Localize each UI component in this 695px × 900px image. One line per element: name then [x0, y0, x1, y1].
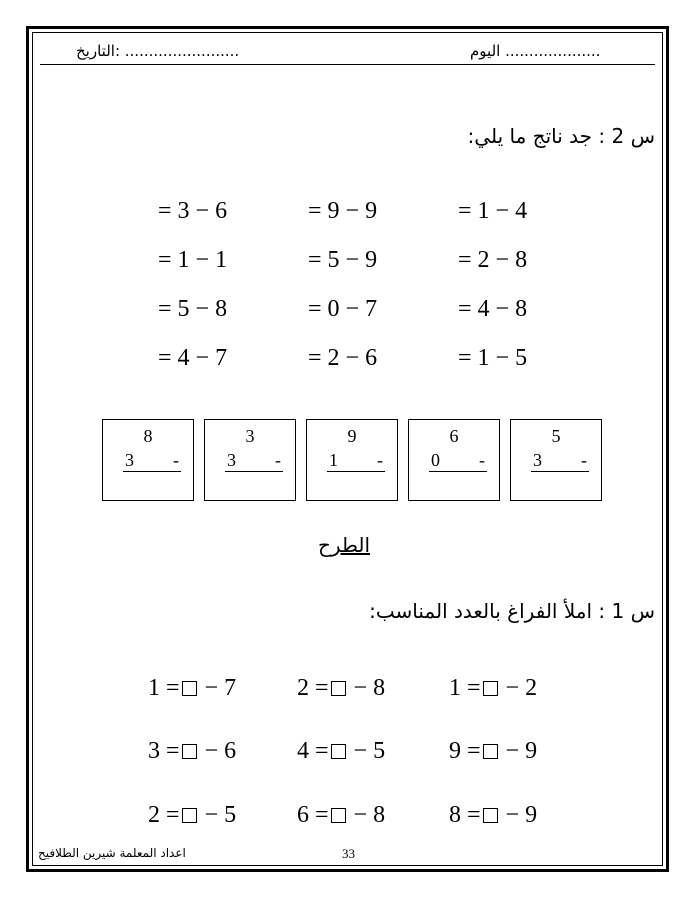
fill-right: − 5 — [204, 802, 237, 828]
page-number: 33 — [342, 846, 355, 861]
q2-equation: = 1 − 1 — [158, 247, 228, 273]
subtrahend-line — [327, 450, 385, 472]
subtrahend-line — [429, 450, 487, 472]
fill-right: − 8 — [353, 802, 386, 828]
subtrahend: 3 — [125, 450, 134, 470]
fill-right: − 9 — [505, 738, 538, 764]
fill-left: 2 = — [297, 675, 329, 701]
q2-equation: = 1 − 5 — [458, 345, 528, 371]
blank-box[interactable] — [182, 681, 197, 696]
vertical-subtraction-box — [510, 419, 602, 501]
subtrahend-line — [123, 450, 181, 472]
q1-fill-item — [449, 738, 537, 765]
q2-equation: = 4 − 8 — [458, 296, 528, 322]
q1-fill-item — [148, 802, 236, 829]
day-field: اليوم .................... — [470, 42, 601, 60]
blank-box[interactable] — [483, 808, 498, 823]
q2-equation: = 4 − 7 — [158, 345, 228, 371]
q2-equation: = 5 − 9 — [308, 247, 378, 273]
fill-right: − 9 — [505, 802, 538, 828]
subtrahend: 3 — [533, 450, 542, 470]
q2-equation: = 2 − 6 — [308, 345, 378, 371]
q1-fill-item — [297, 675, 385, 702]
q1-fill-item — [148, 675, 236, 702]
fill-left: 3 = — [148, 738, 180, 764]
fill-left: 2 = — [148, 802, 180, 828]
minus-sign: - — [581, 450, 587, 470]
minus-sign: - — [275, 450, 281, 470]
date-field: التاريخ: ........................ — [76, 42, 240, 60]
header-divider — [40, 64, 655, 65]
subtrahend-line — [225, 450, 283, 472]
vertical-subtraction-box — [306, 419, 398, 501]
fill-right: − 2 — [505, 675, 538, 701]
vertical-subtraction-box — [204, 419, 296, 501]
blank-box[interactable] — [182, 808, 197, 823]
q2-equation: = 2 − 8 — [458, 247, 528, 273]
fill-left: 4 = — [297, 738, 329, 764]
minuend: 6 — [449, 426, 459, 446]
blank-box[interactable] — [331, 744, 346, 759]
minuend: 5 — [551, 426, 561, 446]
blank-box[interactable] — [331, 808, 346, 823]
minuend: 9 — [347, 426, 357, 446]
q1-fill-item — [297, 738, 385, 765]
question-2-title: س 2 : جد ناتج ما يلي: — [467, 124, 655, 148]
minus-sign: - — [479, 450, 485, 470]
minus-sign: - — [377, 450, 383, 470]
blank-box[interactable] — [483, 681, 498, 696]
blank-box[interactable] — [182, 744, 197, 759]
fill-right: − 8 — [353, 675, 386, 701]
blank-box[interactable] — [483, 744, 498, 759]
fill-left: 6 = — [297, 802, 329, 828]
q1-fill-item — [297, 802, 385, 829]
question-1-title: س 1 : املأ الفراغ بالعدد المناسب: — [369, 599, 655, 623]
q1-fill-item — [449, 802, 537, 829]
fill-left: 8 = — [449, 802, 481, 828]
q2-equation: = 3 − 6 — [158, 198, 228, 224]
subtrahend: 0 — [431, 450, 440, 470]
fill-left: 1 = — [148, 675, 180, 701]
q1-fill-item — [449, 675, 537, 702]
fill-left: 1 = — [449, 675, 481, 701]
subtrahend: 1 — [329, 450, 338, 470]
fill-left: 9 = — [449, 738, 481, 764]
fill-right: − 6 — [204, 738, 237, 764]
vertical-subtraction-box — [102, 419, 194, 501]
fill-right: − 7 — [204, 675, 237, 701]
q1-fill-item — [148, 738, 236, 765]
q2-equation: = 0 − 7 — [308, 296, 378, 322]
q2-equation: = 1 − 4 — [458, 198, 528, 224]
subtrahend: 3 — [227, 450, 236, 470]
minuend: 8 — [143, 426, 153, 446]
fill-right: − 5 — [353, 738, 386, 764]
minus-sign: - — [173, 450, 179, 470]
minuend: 3 — [245, 426, 255, 446]
q2-equation: = 9 − 9 — [308, 198, 378, 224]
teacher-credit: اعداد المعلمة شيرين الطلافيح — [38, 846, 186, 860]
section-title: الطرح — [318, 533, 371, 557]
subtrahend-line — [531, 450, 589, 472]
q2-equation: = 5 − 8 — [158, 296, 228, 322]
vertical-subtraction-box — [408, 419, 500, 501]
blank-box[interactable] — [331, 681, 346, 696]
